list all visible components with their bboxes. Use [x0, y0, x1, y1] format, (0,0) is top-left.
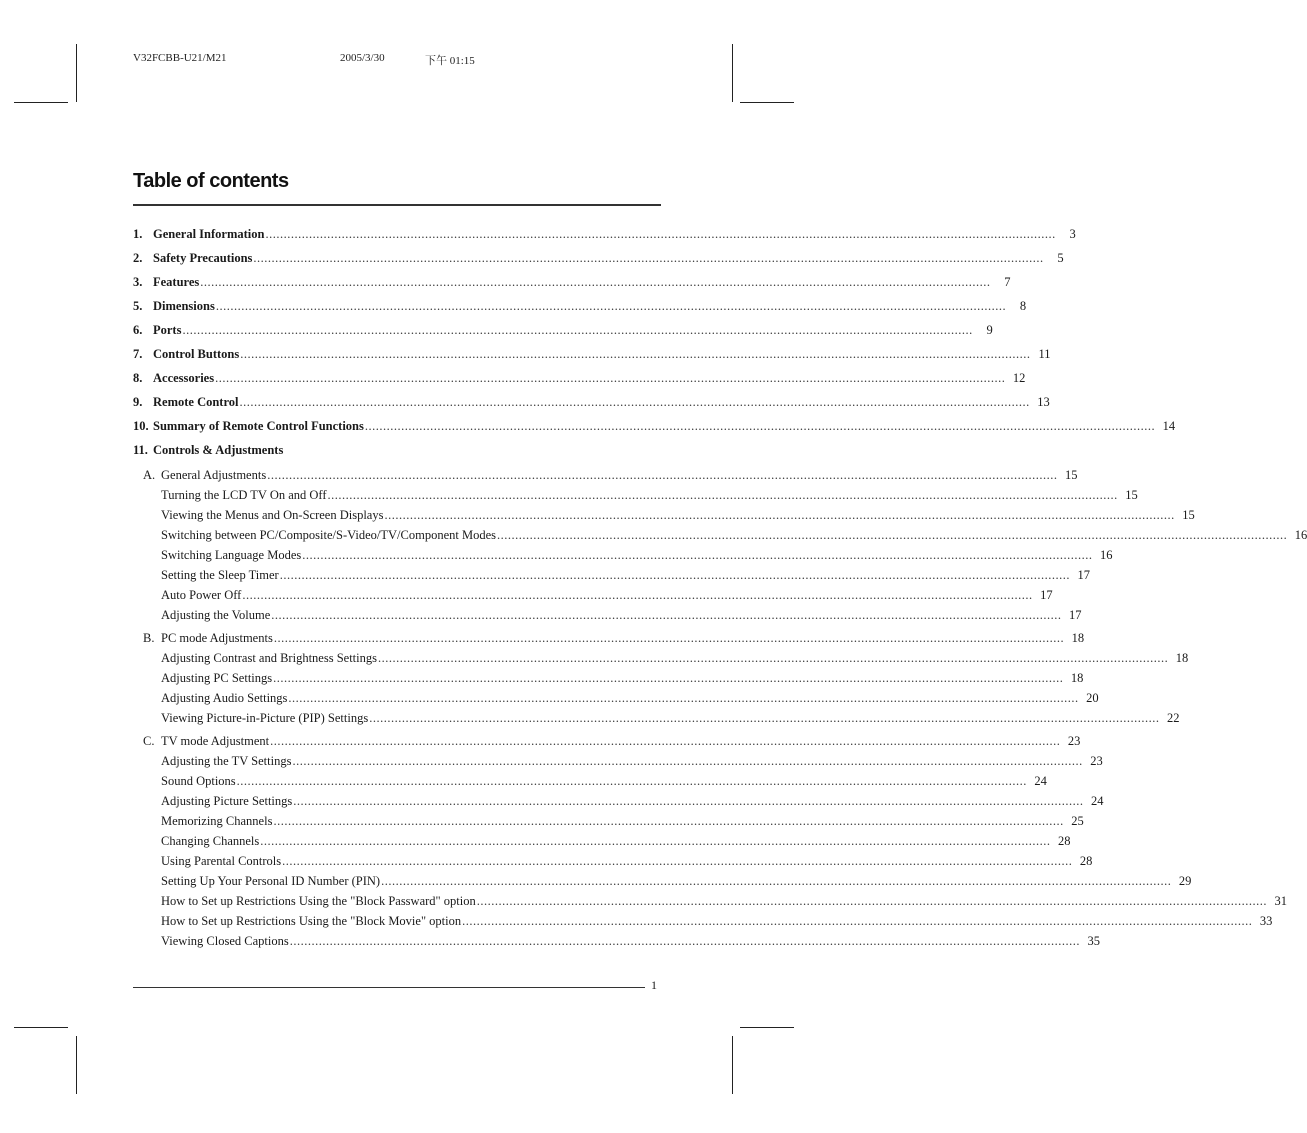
toc-entry-page: 18 [1175, 651, 1189, 665]
toc-entry-title: Adjusting the Volume [161, 608, 271, 622]
toc-leader-dots [477, 891, 1267, 911]
toc-entry-page: 17 [1069, 608, 1082, 622]
toc-entry[interactable] [133, 628, 1085, 648]
toc-entry[interactable] [133, 751, 1103, 771]
toc-entry[interactable] [133, 668, 1084, 688]
toc-leader-dots [242, 585, 1032, 605]
crop-mark-top-right-horizontal [740, 102, 794, 103]
print-header-code: V32FCBB-U21/M21 [133, 52, 227, 64]
crop-mark-top-right-vertical [732, 44, 733, 102]
toc-entry-title: Using Parental Controls [161, 854, 282, 868]
toc-entry-title: Switching Language Modes [161, 548, 302, 562]
toc-entry-title: Turning the LCD TV On and Off [161, 488, 327, 502]
toc-entry[interactable] [133, 414, 1176, 438]
toc-leader-dots [240, 342, 1030, 366]
toc-leader-dots [270, 731, 1060, 751]
toc-entry-title: Setting Up Your Personal ID Number (PIN) [161, 874, 381, 888]
toc-entry-page: 20 [1086, 691, 1099, 705]
toc-entry-page: 9 [986, 323, 993, 337]
toc-entry[interactable] [133, 831, 1071, 851]
toc-entry-title: Controls & Adjustments [153, 443, 284, 457]
toc-entry-title: Adjusting PC Settings [161, 671, 273, 685]
toc-entry[interactable] [133, 871, 1192, 891]
toc-entry[interactable] [133, 708, 1180, 728]
toc-entry-title: Adjusting Audio Settings [161, 691, 288, 705]
toc-entry[interactable] [133, 505, 1195, 525]
toc-entry-number: 7. [133, 347, 143, 361]
toc-entry-title: Adjusting Picture Settings [161, 794, 293, 808]
toc-leader-dots [271, 605, 1061, 625]
toc-entry[interactable] [133, 485, 1138, 505]
toc-entry-number: B. [143, 631, 155, 645]
table-of-contents [133, 222, 1307, 951]
toc-entry-number: 10. [133, 419, 149, 433]
print-header-time: 下午 01:15 [425, 55, 475, 67]
toc-entry[interactable] [133, 342, 1051, 366]
toc-entry[interactable] [133, 565, 1090, 585]
page-title: Table of contents [133, 170, 289, 192]
toc-entry-title: General Adjustments [161, 468, 267, 482]
toc-entry-page: 29 [1178, 874, 1192, 888]
footer-rule [133, 987, 645, 988]
toc-leader-dots [381, 871, 1171, 891]
toc-entry-page: 11 [1038, 347, 1051, 361]
toc-leader-dots [215, 366, 1005, 390]
toc-entry[interactable] [133, 270, 1011, 294]
toc-entry-page: 25 [1071, 814, 1084, 828]
toc-leader-dots [462, 911, 1252, 931]
toc-leader-dots [240, 390, 1030, 414]
toc-leader-dots [280, 565, 1070, 585]
toc-entry-page: 23 [1090, 754, 1103, 768]
toc-entry-page: 12 [1012, 371, 1026, 385]
toc-leader-dots [293, 791, 1083, 811]
toc-entry-number: 5. [133, 299, 143, 313]
print-header-date: 2005/3/30 [340, 52, 385, 64]
toc-entry-number: 11. [133, 443, 148, 457]
toc-entry[interactable] [133, 318, 993, 342]
toc-entry[interactable] [133, 585, 1053, 605]
crop-mark-top-left-vertical [76, 44, 77, 102]
toc-entry-title: General Information [153, 227, 265, 241]
toc-entry-number: 6. [133, 323, 143, 337]
toc-entry-title: Ports [153, 323, 182, 337]
toc-entry-number: 3. [133, 275, 143, 289]
toc-entry-page: 33 [1259, 914, 1273, 928]
crop-mark-top-left-horizontal [14, 102, 68, 103]
toc-entry-number: C. [143, 734, 155, 748]
toc-entry-number: 2. [133, 251, 143, 265]
toc-leader-dots [216, 294, 1006, 318]
toc-entry-title: Remote Control [153, 395, 239, 409]
toc-entry-page: 7 [1004, 275, 1011, 289]
toc-entry[interactable] [133, 931, 1100, 951]
toc-entry-title: Features [153, 275, 200, 289]
toc-entry-title: Control Buttons [153, 347, 240, 361]
toc-entry[interactable] [133, 246, 1064, 270]
toc-entry-number: 9. [133, 395, 143, 409]
toc-entry[interactable] [133, 438, 642, 462]
toc-entry-title: Memorizing Channels [161, 814, 273, 828]
toc-entry[interactable] [133, 731, 1081, 751]
toc-entry-title: Viewing the Menus and On-Screen Displays [161, 508, 384, 522]
toc-leader-dots [302, 545, 1092, 565]
toc-entry-title: Viewing Picture-in-Picture (PIP) Settings [161, 711, 369, 725]
toc-entry-page: 3 [1069, 227, 1076, 241]
toc-leader-dots [328, 485, 1118, 505]
toc-leader-dots [267, 465, 1057, 485]
toc-entry-title: Setting the Sleep Timer [161, 568, 279, 582]
toc-entry-page: 14 [1162, 419, 1176, 433]
toc-entry-page: 15 [1125, 488, 1138, 502]
toc-entry[interactable] [133, 366, 1026, 390]
toc-entry[interactable] [133, 688, 1099, 708]
toc-entry-page: 8 [1019, 299, 1027, 313]
toc-entry-page: 24 [1034, 774, 1047, 788]
toc-leader-dots [290, 931, 1080, 951]
toc-entry-page: 28 [1058, 834, 1071, 848]
toc-leader-dots [282, 851, 1072, 871]
toc-entry-title: Sound Options [161, 774, 236, 788]
toc-leader-dots [260, 831, 1050, 851]
toc-entry-page: 17 [1077, 568, 1090, 582]
toc-leader-dots [378, 648, 1168, 668]
toc-entry-number: 1. [133, 227, 143, 241]
toc-entry-page: 22 [1166, 711, 1180, 725]
toc-leader-dots [265, 222, 1055, 246]
toc-entry-title: Safety Precautions [153, 251, 253, 265]
toc-entry[interactable] [133, 525, 1307, 545]
toc-entry[interactable] [133, 545, 1113, 565]
toc-leader-dots [182, 318, 972, 342]
toc-entry-title: Changing Channels [161, 834, 260, 848]
toc-entry-title: Dimensions [153, 299, 215, 313]
toc-entry-page: 28 [1079, 854, 1093, 868]
crop-mark-bottom-right-horizontal [740, 1027, 794, 1028]
toc-leader-dots [497, 525, 1287, 545]
toc-entry-page: 35 [1087, 934, 1100, 948]
toc-entry-page: 18 [1070, 671, 1084, 685]
toc-entry-title: Switching between PC/Composite/S-Video/TV/Component Modes [161, 528, 496, 542]
toc-leader-dots [273, 668, 1063, 688]
toc-entry[interactable] [133, 811, 1084, 831]
toc-entry-title: Auto Power Off [161, 588, 242, 602]
toc-entry-title: How to Set up Restrictions Using the "Block Passward" option [161, 894, 476, 908]
toc-entry[interactable] [133, 390, 1050, 414]
toc-entry-page: 18 [1071, 631, 1085, 645]
toc-entry-page: 17 [1040, 588, 1053, 602]
toc-leader-dots [273, 811, 1063, 831]
footer-page-number: 1 [651, 978, 657, 992]
toc-entry[interactable] [133, 791, 1104, 811]
toc-entry-page: 15 [1064, 468, 1078, 482]
toc-entry-title: TV mode Adjustment [161, 734, 270, 748]
toc-entry[interactable] [133, 891, 1287, 911]
toc-entry-number: A. [143, 468, 156, 482]
toc-leader-dots [237, 771, 1027, 791]
title-rule [133, 204, 661, 206]
toc-entry-title: PC mode Adjustments [161, 631, 273, 645]
toc-entry[interactable] [133, 222, 1076, 246]
toc-leader-dots [200, 270, 990, 294]
toc-entry[interactable] [133, 605, 1082, 625]
toc-leader-dots [365, 414, 1155, 438]
toc-entry-title: Adjusting the TV Settings [161, 754, 292, 768]
toc-entry-page: 16 [1294, 528, 1307, 542]
toc-entry[interactable] [133, 771, 1047, 791]
toc-leader-dots [384, 505, 1174, 525]
toc-entry-title: Summary of Remote Control Functions [153, 419, 364, 433]
toc-leader-dots [369, 708, 1159, 728]
toc-entry[interactable] [133, 648, 1189, 668]
toc-entry-title: Accessories [153, 371, 215, 385]
toc-entry[interactable] [133, 294, 1027, 318]
toc-entry-page: 23 [1067, 734, 1081, 748]
crop-mark-bottom-right-vertical [732, 1036, 733, 1094]
toc-entry-page: 13 [1037, 395, 1050, 409]
toc-entry-title: Adjusting Contrast and Brightness Settings [161, 651, 377, 665]
toc-leader-dots [292, 751, 1082, 771]
toc-entry-page: 31 [1274, 894, 1287, 908]
toc-leader-dots [288, 688, 1078, 708]
toc-entry-page: 5 [1057, 251, 1064, 265]
toc-entry-number: 8. [133, 371, 143, 385]
toc-entry-page: 24 [1091, 794, 1104, 808]
toc-entry-page: 15 [1182, 508, 1195, 522]
toc-entry[interactable] [133, 465, 1078, 485]
toc-leader-dots [274, 628, 1064, 648]
toc-entry-page: 16 [1100, 548, 1113, 562]
toc-entry[interactable] [133, 911, 1273, 931]
toc-leader-dots [253, 246, 1043, 270]
toc-entry-title: How to Set up Restrictions Using the "Block Movie" option [161, 914, 462, 928]
crop-mark-bottom-left-horizontal [14, 1027, 68, 1028]
toc-entry-title: Viewing Closed Captions [161, 934, 289, 948]
toc-entry[interactable] [133, 851, 1093, 871]
crop-mark-bottom-left-vertical [76, 1036, 77, 1094]
